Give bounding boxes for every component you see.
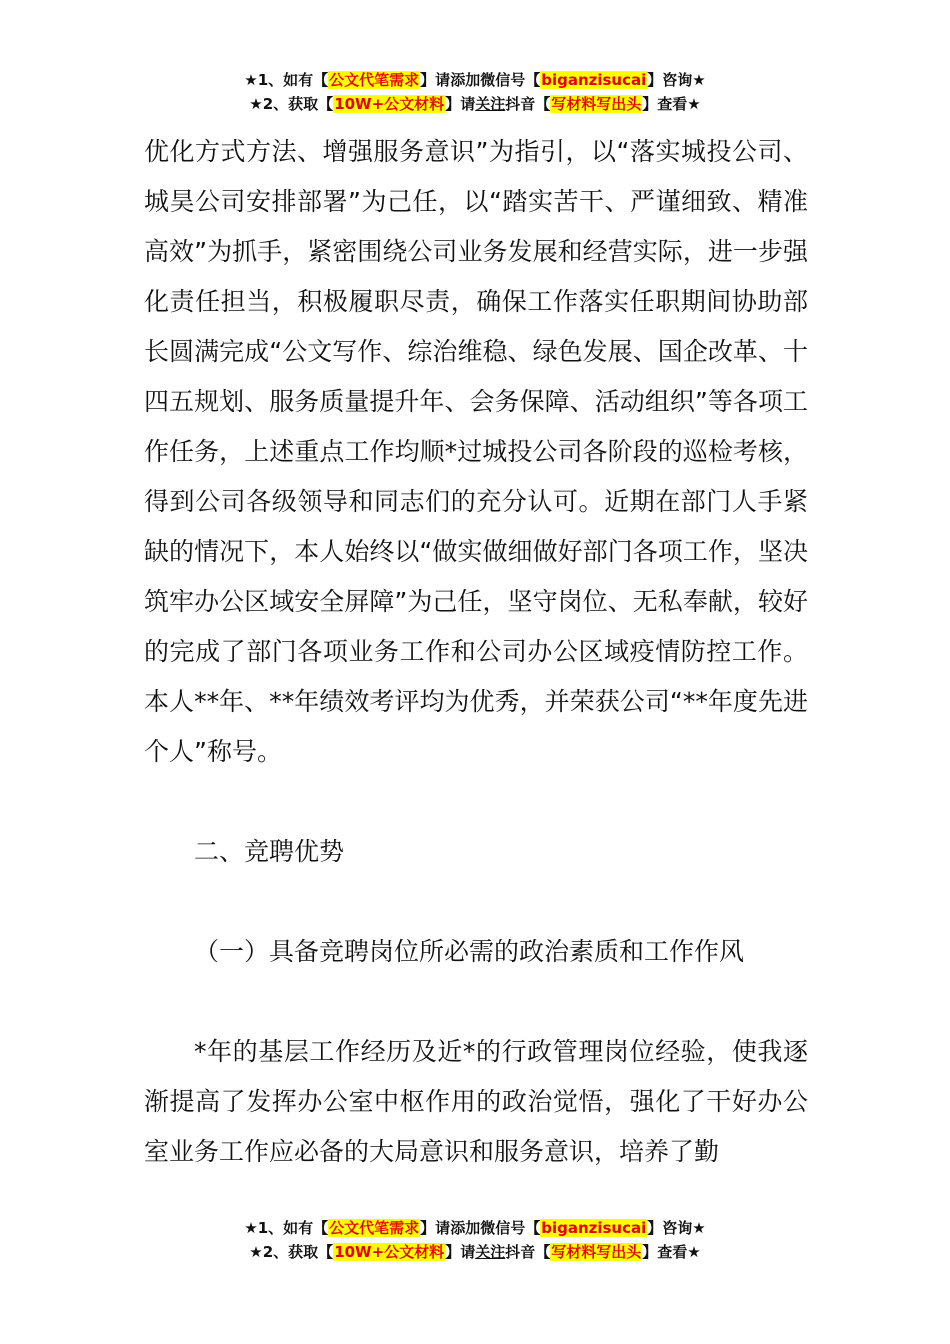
banner-text: 】请 <box>420 71 451 89</box>
banner-highlight: biganzisucai <box>541 71 647 89</box>
banner-text: 添加 <box>450 71 481 89</box>
banner-text: 抖音【 <box>505 1243 551 1261</box>
paragraph-1: 优化方式方法、增强服务意识”为指引，以“落实城投公司、城昊公司安排部署”为己任，以“踏实苦干、严谨细致、精准高效”为抓手，紧密围绕公司业务发展和经营实际，进一步强化责任担当，积极履职尽责，确保工作落实任职期间协助部长圆满完成“公文写作、综治维稳、绿色发展、国企改革、十四五规划、服务质量提升年、会务保障、活动组织”等各项工作任务，上述重点工作均顺*过城投公司各阶段的巡检考核，得到公司各级领导和同志们的充分认可。近期在部门人手紧缺的情况下，本人始终以“做实做细做好部门各项工作，坚决筑牢办公区域安全屏障”为己任，坚守岗位、无私奉献，较好的完成了部门各项业务工作和公司办公区域疫情防控工作。本人**年、**年绩效考评均为优秀，并荣获公司“**年度先进个人”称号。 <box>144 137 808 766</box>
section-heading: 二、竞聘优势 <box>194 837 345 866</box>
banner-text: 】查看★ <box>642 1243 701 1261</box>
sub-heading: （一）具备竞聘岗位所必需的政治素质和工作作风 <box>194 937 745 966</box>
banner-highlight: 写材料写出头 <box>551 95 642 113</box>
banner-text: 】请 <box>420 1219 451 1237</box>
banner-text: ★1、如有【 <box>244 71 329 89</box>
banner-highlight: biganzisucai <box>541 1219 647 1237</box>
banner-text: 微信号【 <box>480 71 541 89</box>
banner-text: 添加 <box>450 1219 481 1237</box>
banner-text: 】咨询★ <box>647 71 706 89</box>
banner-text: 关注 <box>475 95 506 113</box>
document-body <box>144 127 808 1177</box>
banner-text: ★2、获取【 <box>249 1243 334 1261</box>
banner-highlight: 写材料写出头 <box>551 1243 642 1261</box>
banner-highlight: 10W+公文材料 <box>334 1243 445 1261</box>
banner-text: 】请 <box>445 95 476 113</box>
banner-highlight: 10W+公文材料 <box>334 95 445 113</box>
bottom-banner <box>0 1216 950 1264</box>
banner-text: ★1、如有【 <box>244 1219 329 1237</box>
banner-line-1 <box>0 68 950 92</box>
paragraph-2: *年的基层工作经历及近*的行政管理岗位经验，使我逐渐提高了发挥办公室中枢作用的政治觉悟，强化了干好办公室业务工作应必备的大局意识和服务意识，培养了勤 <box>144 1037 808 1166</box>
top-banner <box>0 68 950 116</box>
banner-line-2 <box>0 1240 950 1264</box>
banner-text: ★2、获取【 <box>249 95 334 113</box>
banner-line-2 <box>0 92 950 116</box>
banner-text: 】查看★ <box>642 95 701 113</box>
banner-text: 微信号【 <box>480 1219 541 1237</box>
banner-line-1 <box>0 1216 950 1240</box>
banner-highlight: 公文代笔需求 <box>329 71 420 89</box>
banner-highlight: 公文代笔需求 <box>329 1219 420 1237</box>
banner-text: 抖音【 <box>505 95 551 113</box>
banner-text: 】咨询★ <box>647 1219 706 1237</box>
banner-text: 关注 <box>475 1243 506 1261</box>
banner-text: 】请 <box>445 1243 476 1261</box>
